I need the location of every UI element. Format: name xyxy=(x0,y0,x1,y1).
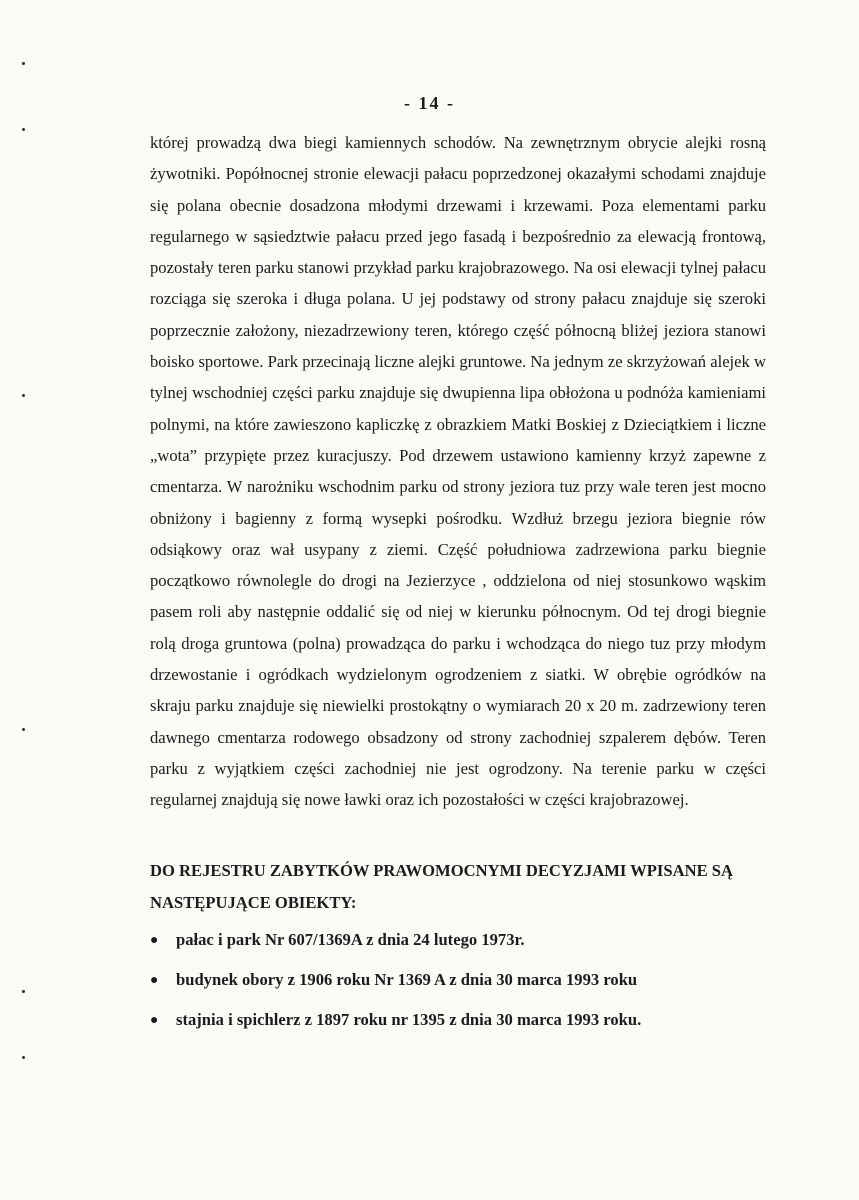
scan-speck xyxy=(22,394,25,397)
scan-speck xyxy=(22,990,25,993)
registry-list xyxy=(150,928,790,1048)
list-item-text: budynek obory z 1906 roku Nr 1369 A z dnia 30 marca 1993 roku xyxy=(176,970,638,989)
list-item-text: pałac i park Nr 607/1369A z dnia 24 lutego 1973r. xyxy=(176,930,525,949)
list-item xyxy=(150,928,790,968)
page-number: - 14 - xyxy=(404,93,455,113)
bullet-icon: ● xyxy=(150,1013,159,1028)
bullet-icon: ● xyxy=(150,933,159,948)
scan-speck xyxy=(22,62,25,65)
list-item xyxy=(150,968,790,1008)
registry-heading: DO REJESTRU ZABYTKÓW PRAWOMOCNYMI DECYZJAMI WPISANE SĄ NASTĘPUJĄCE OBIEKTY: xyxy=(150,861,733,912)
list-item xyxy=(150,1008,790,1048)
list-item-text: stajnia i spichlerz z 1897 roku nr 1395 z dnia 30 marca 1993 roku. xyxy=(176,1010,642,1029)
body-paragraph: której prowadzą dwa biegi kamiennych schodów. Na zewnętrznym obrycie alejki rosną żywotniki. Popółnocnej stronie elewacji pałacu poprzedzonej okazałymi schodami znajduje się polana obecnie dosadzona młodymi drzewami i krzewami. Poza elementami parku regularnego w sąsiedztwie pałacu przed jego fasadą i bezpośrednio za elewacją frontową, pozostały teren parku stanowi przykład parku krajobrazowego. Na osi elewacji tylnej pałacu rozciąga się szeroka i długa polana. U jej podstawy od strony pałacu znajduje się szeroki poprzecznie założony, niezadrzewiony teren, którego część północną bliżej jeziora stanowi boisko sportowe. Park przecinają liczne alejki gruntowe. Na jednym ze skrzyżowań alejek w tylnej wschodniej części parku znajduje się dwupienna lipa obłożona u podnóża kamieniami polnymi, na które zawieszono kapliczkę z obrazkiem Matki Boskiej z Dzieciątkiem i liczne „wota” przypięte przez kuracjuszy. Pod drzewem ustawiono kamienny krzyż zapewne z cmentarza. W narożniku wschodnim parku od strony jeziora tuz przy wale teren jest mocno obniżony i bagienny z formą wysepki pośrodku. Wzdłuż brzegu jeziora biegnie rów odsiąkowy oraz wał usypany z ziemi. Część południowa zadrzewiona parku biegnie początkowo równolegle do drogi na Jezierzyce , oddzielona od niej stosunkowo wąskim pasem roli aby następnie oddalić się od niej w kierunku północnym. Od tej drogi biegnie rolą droga gruntowa (polna) prowadząca do parku i wchodząca do niego tuz przy młodym drzewostanie i ogródkach wydzielonym ogrodzeniem z siatki. W obrębie ogródków na skraju parku znajduje się niewielki prostokątny o wymiarach 20 x 20 m. zadrzewiony teren dawnego cmentarza rodowego obsadzony od strony zachodniej szpalerem dębów. Teren parku z wyjątkiem części zachodniej nie jest ogrodzony. Na terenie parku w części regularnej znajdują się nowe ławki oraz ich pozostałości w części krajobrazowej. xyxy=(150,133,766,810)
scan-speck xyxy=(22,1056,25,1059)
scan-speck xyxy=(22,128,25,131)
scan-speck xyxy=(22,728,25,731)
bullet-icon: ● xyxy=(150,973,159,988)
